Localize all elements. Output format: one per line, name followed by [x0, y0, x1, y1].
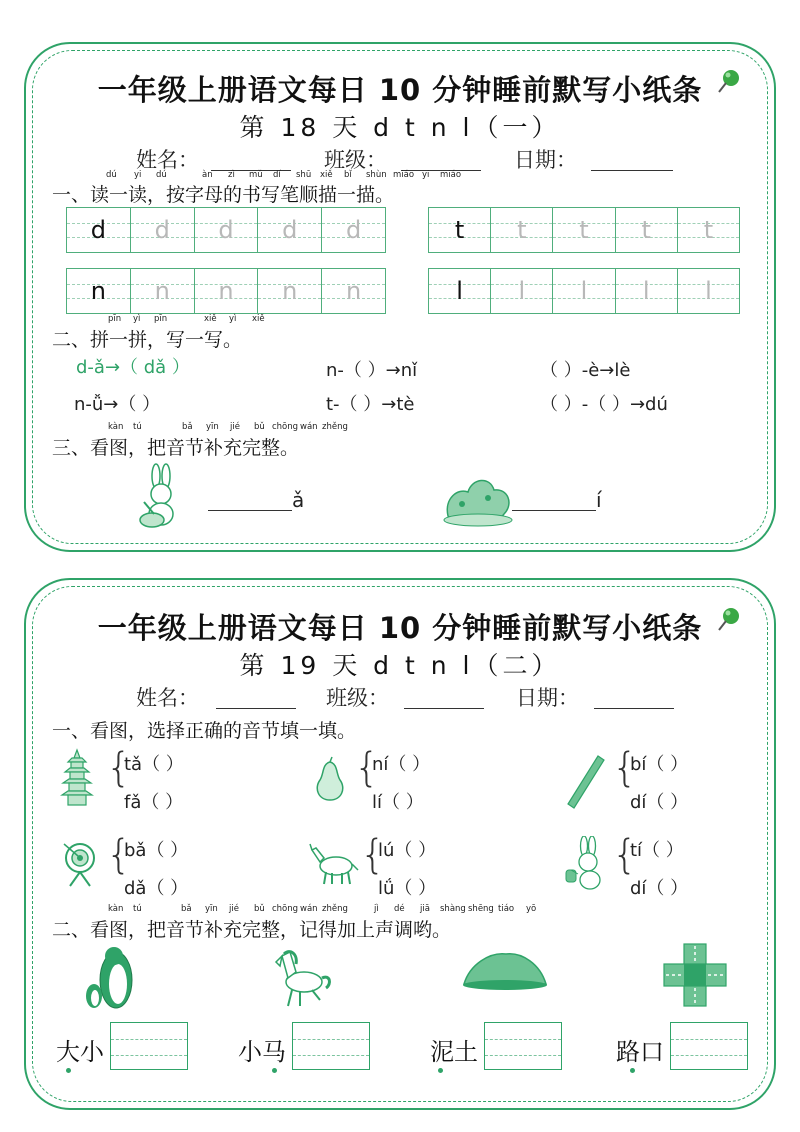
tracing-cell[interactable]: [322, 269, 385, 313]
letter: n: [90, 277, 106, 305]
tracing-cell[interactable]: [131, 208, 195, 252]
syllable-option[interactable]: tí（ ）: [630, 840, 684, 861]
answer-box[interactable]: [670, 1022, 748, 1070]
letter: l: [456, 277, 463, 305]
option-brace: {: [106, 745, 132, 791]
pinyin: tiáo: [498, 904, 515, 914]
option-brace: {: [354, 745, 380, 791]
syllable-option[interactable]: dí（ ）: [630, 792, 689, 813]
letter: t: [517, 216, 527, 244]
letter: d: [154, 216, 170, 244]
pinyin: yì: [229, 314, 237, 324]
syllable-option[interactable]: lú（ ）: [378, 840, 437, 861]
pushpin-icon: [716, 68, 742, 94]
tracing-grid-l[interactable]: [428, 268, 740, 314]
card-title: 一年级上册语文每日 10 分钟睡前默写小纸条: [97, 73, 703, 107]
pinyin: yō: [526, 904, 537, 914]
syllable-option[interactable]: lǘ（ ）: [378, 878, 437, 899]
worksheet-card-day19: [24, 578, 776, 1110]
letter: t: [703, 216, 714, 244]
option-brace: {: [106, 832, 132, 878]
exercise-item[interactable]: t-（ ）→tè: [326, 394, 415, 415]
pinyin: kàn: [108, 904, 124, 914]
letter: l: [705, 277, 712, 305]
day-heading: 第 19 天 d t n l（二）: [239, 651, 561, 680]
letter: l: [518, 277, 526, 305]
tracing-cell[interactable]: [678, 269, 739, 313]
pinyin: jié: [230, 422, 240, 432]
pinyin: jiā: [420, 904, 430, 914]
pear-icon: [310, 756, 350, 802]
pinyin: dé: [394, 904, 405, 914]
tracing-cell[interactable]: [67, 269, 131, 313]
word-label: 小马: [238, 1038, 286, 1066]
name-label: 姓名：: [136, 686, 199, 710]
pinyin: wán: [300, 904, 318, 914]
pinyin: chōng: [272, 904, 299, 914]
penguin-icon: [80, 940, 140, 1012]
pinyin: zhěng: [322, 904, 348, 914]
pinyin: yīn: [206, 422, 219, 432]
word-label: 路口: [616, 1038, 664, 1066]
answer-box[interactable]: [292, 1022, 370, 1070]
tracing-cell[interactable]: [616, 269, 678, 313]
option-brace: {: [612, 832, 638, 878]
pinyin: chōng: [272, 422, 299, 432]
exercise-item[interactable]: n-ǚ→（ ）: [74, 394, 161, 415]
section1-instruction: 一、读一读，按字母的书写笔顺描一描。: [52, 184, 395, 206]
pinyin: bǔ: [254, 904, 265, 914]
date-field[interactable]: [594, 708, 674, 709]
tracing-cell[interactable]: [195, 208, 259, 252]
syllable-option[interactable]: tǎ（ ）: [124, 754, 184, 775]
mud-puddle-icon: [438, 468, 518, 530]
date-label: 日期：: [514, 148, 577, 172]
exercise-item[interactable]: n-（ ）→nǐ: [326, 360, 418, 381]
tracing-cell[interactable]: [258, 269, 322, 313]
tracing-cell[interactable]: [322, 208, 385, 252]
pinyin: pīn: [108, 314, 122, 324]
syllable-option[interactable]: fǎ（ ）: [124, 792, 184, 813]
tone-dot: [438, 1068, 443, 1073]
rabbit-drum-icon: [134, 462, 184, 532]
pinyin: shàng: [440, 904, 466, 914]
pinyin: pīn: [154, 314, 168, 324]
word-label: 泥土: [430, 1038, 478, 1066]
pinyin: yi: [422, 170, 430, 180]
card-title: 一年级上册语文每日 10 分钟睡前默写小纸条: [97, 611, 703, 645]
tracing-cell[interactable]: [67, 208, 131, 252]
pinyin: mǔ: [249, 170, 263, 180]
tracing-grid-d[interactable]: [66, 207, 386, 253]
pinyin: kàn: [108, 422, 124, 432]
pinyin: tú: [133, 904, 142, 914]
pinyin: wán: [300, 422, 318, 432]
exercise-item[interactable]: （ ）-（ ）→dú: [540, 394, 668, 415]
section2-instruction: 二、看图，把音节补充完整，记得加上声调哟。: [52, 919, 452, 941]
letter: d: [282, 216, 298, 244]
pagoda-icon: [60, 748, 94, 808]
syllable-option[interactable]: lí（ ）: [372, 792, 424, 813]
date-field[interactable]: [591, 170, 673, 171]
tracing-cell[interactable]: [678, 208, 739, 252]
date-label: 日期：: [516, 686, 579, 710]
pinyin: zhěng: [322, 422, 348, 432]
pushpin-icon: [716, 606, 742, 632]
answer-blank[interactable]: [208, 510, 292, 511]
tracing-grid-n[interactable]: [66, 268, 386, 314]
tracing-cell[interactable]: [553, 208, 615, 252]
syllable-final: ǎ: [292, 488, 305, 512]
letter: t: [454, 216, 465, 244]
pinyin: shū: [296, 170, 312, 180]
letter: d: [345, 216, 362, 244]
example-answer: d-ǎ→（ dǎ ）: [76, 357, 190, 378]
pinyin: tú: [133, 422, 142, 432]
soil-mound-icon: [460, 944, 550, 992]
horse-icon: [268, 944, 338, 1010]
tracing-cell[interactable]: [131, 269, 195, 313]
name-label: 姓名：: [136, 148, 199, 172]
pinyin: dú: [156, 170, 167, 180]
target-icon: [58, 838, 102, 888]
pinyin: jié: [229, 904, 239, 914]
pinyin: yīn: [205, 904, 218, 914]
pinyin: yi: [134, 170, 142, 180]
tracing-cell[interactable]: [258, 208, 322, 252]
answer-box[interactable]: [484, 1022, 562, 1070]
class-label: 班级：: [324, 148, 387, 172]
class-field[interactable]: [404, 708, 484, 709]
tracing-cell[interactable]: [429, 208, 491, 252]
letter: n: [282, 277, 298, 305]
pinyin: shēng: [468, 904, 494, 914]
pinyin: zì: [228, 170, 235, 180]
pinyin: dí: [273, 170, 281, 180]
pinyin: bǔ: [254, 422, 265, 432]
pinyin: dú: [106, 170, 117, 180]
answer-box[interactable]: [110, 1022, 188, 1070]
option-brace: {: [612, 745, 638, 791]
tone-dot: [272, 1068, 277, 1073]
letter: l: [580, 277, 588, 305]
exercise-item[interactable]: （ ）-è→lè: [540, 360, 631, 381]
pinyin: xiě: [204, 314, 217, 324]
syllable-final: í: [596, 488, 602, 512]
crossroads-icon: [662, 942, 728, 1008]
name-field[interactable]: [216, 708, 296, 709]
letter: d: [218, 216, 234, 244]
day-heading: 第 18 天 d t n l（一）: [239, 113, 561, 142]
syllable-option[interactable]: dí（ ）: [630, 878, 689, 899]
pinyin: miáo: [440, 170, 462, 180]
letter: t: [579, 216, 589, 244]
syllable-option[interactable]: bí（ ）: [630, 754, 689, 775]
pinyin: xiě: [252, 314, 265, 324]
rabbit-lantern-icon: [560, 836, 608, 890]
syllable-option[interactable]: ní（ ）: [372, 754, 431, 775]
tracing-cell[interactable]: [616, 208, 678, 252]
tracing-grid-t[interactable]: [428, 207, 740, 253]
pinyin: xiě: [320, 170, 333, 180]
pinyin: àn: [202, 170, 213, 180]
section3-instruction: 三、看图，把音节补充完整。: [52, 437, 300, 459]
student-info: [26, 682, 778, 712]
tracing-cell[interactable]: [429, 269, 491, 313]
syllable-option[interactable]: bǎ（ ）: [124, 840, 189, 861]
tracing-cell[interactable]: [491, 269, 553, 313]
letter: n: [154, 277, 170, 305]
pinyin: bǐ: [344, 170, 352, 180]
pinyin: bǎ: [182, 422, 193, 432]
option-brace: {: [360, 832, 386, 878]
section2-instruction: 二、拼一拼，写一写。: [52, 329, 243, 351]
worksheet-card-day18: [24, 42, 776, 552]
tracing-cell[interactable]: [195, 269, 259, 313]
letter: n: [345, 277, 362, 305]
tracing-cell[interactable]: [553, 269, 615, 313]
pinyin: bǎ: [181, 904, 192, 914]
ruler-icon: [564, 752, 606, 810]
pinyin: yì: [133, 314, 141, 324]
letter: t: [641, 216, 651, 244]
tracing-cell[interactable]: [491, 208, 553, 252]
letter: l: [642, 277, 650, 305]
tone-dot: [630, 1068, 635, 1073]
class-label: 班级：: [326, 686, 389, 710]
pinyin: miáo: [393, 170, 415, 180]
letter: d: [90, 216, 107, 244]
donkey-icon: [306, 842, 360, 886]
pinyin: shùn: [366, 170, 387, 180]
tone-dot: [66, 1068, 71, 1073]
word-label: 大小: [56, 1038, 104, 1066]
pinyin: jì: [374, 904, 379, 914]
syllable-option[interactable]: dǎ（ ）: [124, 878, 189, 899]
answer-blank[interactable]: [512, 510, 596, 511]
letter: n: [218, 277, 234, 305]
section1-instruction: 一、看图，选择正确的音节填一填。: [52, 720, 357, 742]
